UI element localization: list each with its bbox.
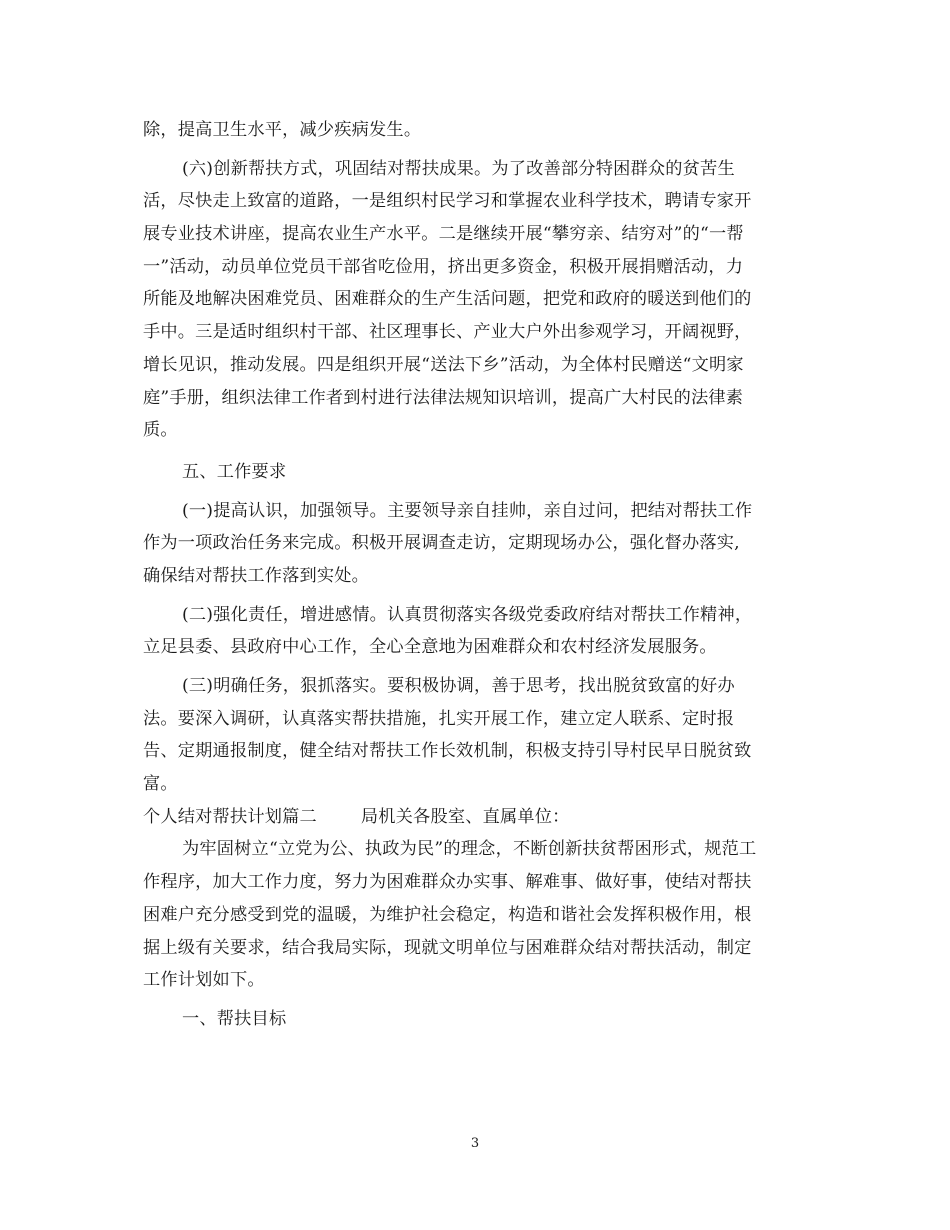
paragraph-line: 告、定期通报制度，健全结对帮扶工作长效机制，积极支持引导村民早日脱贫致 xyxy=(143,741,752,762)
paragraph-line: (三)明确任务，狠抓落实。要积极协调，善于思考，找出脱贫致富的好办 xyxy=(182,676,735,696)
document-body xyxy=(143,114,811,1036)
page-number: 3 xyxy=(470,1136,480,1151)
section-heading: 五、工作要求 xyxy=(182,461,287,482)
paragraph-line: 确保结对帮扶工作落到实处。 xyxy=(143,565,370,586)
paragraph-line: 增长见识，推动发展。四是组织开展“送法下乡”活动，为全体村民赠送“文明家 xyxy=(143,354,744,375)
paragraph-line: 展专业技术讲座，提高农业生产水平。二是继续开展“攀穷亲、结穷对”的“一帮 xyxy=(143,224,744,245)
section-heading: 一、帮扶目标 xyxy=(182,1008,287,1029)
paragraph-line: 除，提高卫生水平，减少疾病发生。 xyxy=(143,120,422,140)
paragraph-line: 质。 xyxy=(143,420,178,441)
addressee: 局机关各股室、直属单位： xyxy=(360,806,570,827)
paragraph-line: 富。 xyxy=(143,774,178,795)
paragraph-gap xyxy=(143,447,811,456)
paragraph-line: 立足县委、县政府中心工作，全心全意地为困难群众和农村经济发展服务。 xyxy=(143,637,717,658)
paragraph-line: 所能及地解决困难党员、困难群众的生产生活问题，把党和政府的暖送到他们的 xyxy=(143,289,752,310)
document-subtitle: 个人结对帮扶计划篇二 xyxy=(143,806,317,827)
paragraph-line: 作程序，加大工作力度，努力为困难群众办实事、解难事、做好事，使结对帮扶 xyxy=(143,872,752,893)
paragraph-line: 法。要深入调研，认真落实帮扶措施，扎实开展工作，建立定人联系、定时报 xyxy=(143,708,735,729)
document-subtitle-line xyxy=(143,801,811,834)
paragraph-line: 作为一项政治任务来完成。积极开展调查走访，定期现场办公，强化督办落实, xyxy=(143,533,740,554)
paragraph-line: 活，尽快走上致富的道路，一是组织村民学习和掌握农业科学技术，聘请专家开 xyxy=(143,191,752,212)
paragraph-line: (六)创新帮扶方式，巩固结对帮扶成果。为了改善部分特困群众的贫苦生 xyxy=(182,158,735,179)
paragraph-line: (一)提高认识，加强领导。主要领导亲自挂帅，亲自过问，把结对帮扶工作 xyxy=(182,500,753,521)
paragraph-line: 一”活动，动员单位党员干部省吃俭用，挤出更多资金，积极开展捐赠活动，力 xyxy=(143,256,744,277)
paragraph-line: 手中。三是适时组织村干部、社区理事长、产业大户外出参观学习，开阔视野， xyxy=(143,322,752,343)
paragraph-line: 据上级有关要求，结合我局实际，现就文明单位与困难群众结对帮扶活动，制定 xyxy=(143,937,752,958)
paragraph-line: 工作计划如下。 xyxy=(143,970,265,991)
paragraph-line: (二)强化责任，增进感情。认真贯彻落实各级党委政府结对帮扶工作精神， xyxy=(182,604,753,625)
paragraph-line: 困难户充分感受到党的温暖，为维护社会稳定，构造和谐社会发挥积极作用，根 xyxy=(143,904,752,925)
paragraph-line: 为牢固树立“立党为公、执政为民”的理念，不断创新扶贫帮困形式，规范工 xyxy=(182,839,757,860)
paragraph-line: 庭”手册，组织法律工作者到村进行法律法规知识培训，提高广大村民的法律素 xyxy=(143,387,744,408)
